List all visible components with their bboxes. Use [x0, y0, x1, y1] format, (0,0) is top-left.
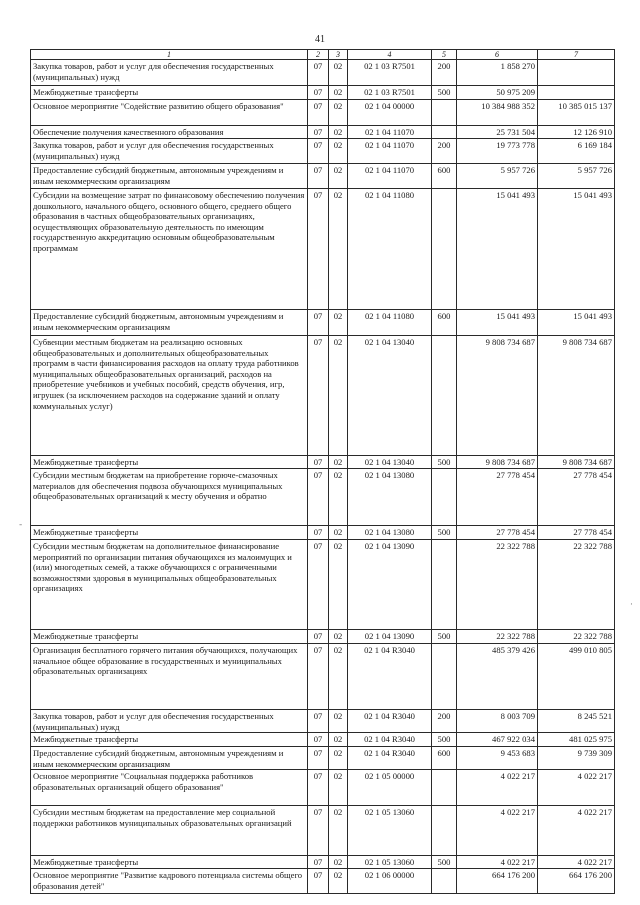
table-row	[31, 60, 615, 86]
row-subsection-code: 02	[329, 126, 348, 139]
table-row	[31, 86, 615, 100]
row-target-article: 02 1 04 13090	[348, 630, 432, 644]
row-target-article: 02 1 04 R3040	[348, 747, 432, 770]
row-target-article: 02 1 03 R7501	[348, 86, 432, 100]
row-target-article: 02 1 04 13040	[348, 336, 432, 456]
table-row	[31, 733, 615, 747]
row-section-code: 07	[308, 630, 329, 644]
row-expense-type	[432, 336, 457, 456]
row-amount-year-1: 1 858 270	[457, 60, 538, 86]
column-header: 2	[308, 50, 329, 60]
table-row	[31, 469, 615, 526]
row-amount-year-1: 467 922 034	[457, 733, 538, 747]
row-section-code: 07	[308, 139, 329, 164]
row-section-code: 07	[308, 60, 329, 86]
row-amount-year-2: 8 245 521	[538, 710, 615, 733]
row-subsection-code: 02	[329, 856, 348, 869]
row-target-article: 02 1 05 00000	[348, 770, 432, 806]
row-target-article: 02 1 04 11080	[348, 189, 432, 310]
row-expense-type: 500	[432, 733, 457, 747]
row-expense-type: 600	[432, 310, 457, 336]
row-amount-year-2	[538, 86, 615, 100]
row-amount-year-2: 22 322 788	[538, 540, 615, 630]
row-subsection-code: 02	[329, 710, 348, 733]
row-target-article: 02 1 05 13060	[348, 806, 432, 856]
row-expense-type: 500	[432, 456, 457, 469]
row-amount-year-2: 10 385 015 137	[538, 100, 615, 126]
row-amount-year-2: 4 022 217	[538, 770, 615, 806]
row-description: Закупка товаров, работ и услуг для обеспечения государственных (муниципальных) нужд	[31, 710, 308, 733]
row-subsection-code: 02	[329, 100, 348, 126]
row-target-article: 02 1 03 R7501	[348, 60, 432, 86]
row-target-article: 02 1 04 13080	[348, 526, 432, 540]
row-amount-year-1: 25 731 504	[457, 126, 538, 139]
row-subsection-code: 02	[329, 630, 348, 644]
table-row	[31, 126, 615, 139]
row-subsection-code: 02	[329, 139, 348, 164]
row-description: Субсидии местным бюджетам на предоставление мер социальной поддержки работников муниципальных образовательных организаций	[31, 806, 308, 856]
row-subsection-code: 02	[329, 540, 348, 630]
row-subsection-code: 02	[329, 336, 348, 456]
row-amount-year-2: 27 778 454	[538, 469, 615, 526]
row-subsection-code: 02	[329, 526, 348, 540]
row-amount-year-1: 27 778 454	[457, 526, 538, 540]
row-description: Межбюджетные трансферты	[31, 526, 308, 540]
row-amount-year-1: 4 022 217	[457, 856, 538, 869]
row-amount-year-2: 5 957 726	[538, 164, 615, 189]
row-section-code: 07	[308, 869, 329, 894]
row-amount-year-2: 9 739 309	[538, 747, 615, 770]
row-expense-type	[432, 126, 457, 139]
row-amount-year-2: 4 022 217	[538, 856, 615, 869]
row-description: Обеспечение получения качественного образования	[31, 126, 308, 139]
row-expense-type	[432, 806, 457, 856]
table-row	[31, 747, 615, 770]
row-section-code: 07	[308, 456, 329, 469]
row-section-code: 07	[308, 856, 329, 869]
row-expense-type: 500	[432, 526, 457, 540]
row-subsection-code: 02	[329, 86, 348, 100]
column-header: 4	[348, 50, 432, 60]
row-target-article: 02 1 04 00000	[348, 100, 432, 126]
table-row	[31, 540, 615, 630]
row-amount-year-2: 15 041 493	[538, 310, 615, 336]
column-header: 3	[329, 50, 348, 60]
row-amount-year-2: 499 010 805	[538, 644, 615, 710]
column-header: 6	[457, 50, 538, 60]
row-target-article: 02 1 04 13040	[348, 456, 432, 469]
row-amount-year-1: 27 778 454	[457, 469, 538, 526]
row-amount-year-2: 22 322 788	[538, 630, 615, 644]
row-section-code: 07	[308, 806, 329, 856]
row-section-code: 07	[308, 747, 329, 770]
row-expense-type: 200	[432, 710, 457, 733]
row-section-code: 07	[308, 526, 329, 540]
row-amount-year-2: 481 025 975	[538, 733, 615, 747]
row-section-code: 07	[308, 310, 329, 336]
row-target-article: 02 1 04 11070	[348, 126, 432, 139]
table-row	[31, 526, 615, 540]
row-target-article: 02 1 05 13060	[348, 856, 432, 869]
row-target-article: 02 1 04 11070	[348, 139, 432, 164]
table-row	[31, 139, 615, 164]
table-row	[31, 310, 615, 336]
row-section-code: 07	[308, 469, 329, 526]
row-amount-year-1: 5 957 726	[457, 164, 538, 189]
row-description: Основное мероприятие "Социальная поддержка работников образовательных организаций общего образования"	[31, 770, 308, 806]
row-expense-type: 500	[432, 630, 457, 644]
row-section-code: 07	[308, 733, 329, 747]
margin-mark: -	[19, 520, 23, 530]
row-expense-type: 600	[432, 747, 457, 770]
row-description: Субвенции местным бюджетам на реализацию основных общеобразовательных и дополнительных общеобразовательных программ в части финансирования расходов на оплату труда работников муниципальных общеобразовательных организаций, расходов на приобретение учебников и учебных пособий, средств обучения, игр, игрушек (за исключением расходов на содержание зданий и оплату коммунальных услуг)	[31, 336, 308, 456]
row-subsection-code: 02	[329, 733, 348, 747]
row-expense-type: 200	[432, 60, 457, 86]
row-expense-type	[432, 189, 457, 310]
table-row	[31, 189, 615, 310]
row-amount-year-1: 10 384 988 352	[457, 100, 538, 126]
row-subsection-code: 02	[329, 747, 348, 770]
row-description: Межбюджетные трансферты	[31, 856, 308, 869]
row-description: Предоставление субсидий бюджетным, автономным учреждениям и иным некоммерческим организациям	[31, 310, 308, 336]
row-target-article: 02 1 04 13090	[348, 540, 432, 630]
row-subsection-code: 02	[329, 869, 348, 894]
table-row	[31, 456, 615, 469]
page-number: 41	[315, 34, 325, 45]
row-amount-year-2	[538, 60, 615, 86]
row-subsection-code: 02	[329, 644, 348, 710]
row-expense-type	[432, 644, 457, 710]
row-section-code: 07	[308, 164, 329, 189]
table-row	[31, 710, 615, 733]
table-header-row	[31, 50, 615, 60]
row-section-code: 07	[308, 100, 329, 126]
row-amount-year-1: 22 322 788	[457, 540, 538, 630]
row-amount-year-1: 15 041 493	[457, 189, 538, 310]
row-subsection-code: 02	[329, 189, 348, 310]
row-description: Межбюджетные трансферты	[31, 456, 308, 469]
row-amount-year-2: 4 022 217	[538, 806, 615, 856]
table-row	[31, 770, 615, 806]
row-description: Основное мероприятие "Развитие кадрового потенциала системы общего образования детей"	[31, 869, 308, 894]
row-section-code: 07	[308, 126, 329, 139]
row-amount-year-2: 27 778 454	[538, 526, 615, 540]
row-section-code: 07	[308, 644, 329, 710]
row-subsection-code: 02	[329, 310, 348, 336]
row-section-code: 07	[308, 189, 329, 310]
row-amount-year-1: 664 176 200	[457, 869, 538, 894]
row-target-article: 02 1 04 R3040	[348, 733, 432, 747]
row-amount-year-1: 9 808 734 687	[457, 336, 538, 456]
budget-table	[30, 49, 615, 894]
row-section-code: 07	[308, 710, 329, 733]
row-expense-type	[432, 100, 457, 126]
table-row	[31, 164, 615, 189]
row-section-code: 07	[308, 86, 329, 100]
row-expense-type: 200	[432, 139, 457, 164]
row-description: Основное мероприятие "Содействие развитию общего образования"	[31, 100, 308, 126]
row-subsection-code: 02	[329, 456, 348, 469]
row-expense-type	[432, 540, 457, 630]
margin-mark: ·	[630, 600, 633, 610]
row-description: Межбюджетные трансферты	[31, 733, 308, 747]
row-expense-type	[432, 770, 457, 806]
row-amount-year-2: 12 126 910	[538, 126, 615, 139]
row-subsection-code: 02	[329, 164, 348, 189]
row-description: Предоставление субсидий бюджетным, автономным учреждениям и иным некоммерческим организациям	[31, 164, 308, 189]
row-description: Субсидии на возмещение затрат по финансовому обеспечению получения дошкольного, начального общего, основного общего, среднего общего образования в частных общеобразовательных организациях, осуществляющих образовательную деятельность по имеющим государственную аккредитацию основным общеобразовательным программам	[31, 189, 308, 310]
row-amount-year-1: 19 773 778	[457, 139, 538, 164]
table-row	[31, 100, 615, 126]
row-expense-type	[432, 869, 457, 894]
row-expense-type	[432, 469, 457, 526]
row-target-article: 02 1 04 11080	[348, 310, 432, 336]
table-row	[31, 336, 615, 456]
column-header: 1	[31, 50, 308, 60]
row-description: Субсидии местным бюджетам на приобретение горюче-смазочных материалов для обеспечения подвоза обучающихся муниципальных общеобразовательных организаций к месту обучения и обратно	[31, 469, 308, 526]
row-amount-year-2: 664 176 200	[538, 869, 615, 894]
row-amount-year-1: 4 022 217	[457, 770, 538, 806]
row-expense-type: 600	[432, 164, 457, 189]
row-expense-type: 500	[432, 86, 457, 100]
row-amount-year-1: 22 322 788	[457, 630, 538, 644]
row-subsection-code: 02	[329, 770, 348, 806]
row-description: Межбюджетные трансферты	[31, 86, 308, 100]
row-subsection-code: 02	[329, 469, 348, 526]
row-subsection-code: 02	[329, 60, 348, 86]
row-amount-year-1: 9 808 734 687	[457, 456, 538, 469]
row-amount-year-1: 8 003 709	[457, 710, 538, 733]
row-description: Закупка товаров, работ и услуг для обеспечения государственных (муниципальных) нужд	[31, 139, 308, 164]
row-amount-year-1: 4 022 217	[457, 806, 538, 856]
row-amount-year-2: 15 041 493	[538, 189, 615, 310]
row-subsection-code: 02	[329, 806, 348, 856]
row-amount-year-1: 50 975 209	[457, 86, 538, 100]
column-header: 5	[432, 50, 457, 60]
column-header: 7	[538, 50, 615, 60]
row-description: Организация бесплатного горячего питания обучающихся, получающих начальное общее образование в государственных и муниципальных образовательных организациях	[31, 644, 308, 710]
table-row	[31, 806, 615, 856]
row-amount-year-2: 6 169 184	[538, 139, 615, 164]
table-row	[31, 856, 615, 869]
table-row	[31, 644, 615, 710]
row-amount-year-2: 9 808 734 687	[538, 456, 615, 469]
row-amount-year-1: 485 379 426	[457, 644, 538, 710]
row-description: Предоставление субсидий бюджетным, автономным учреждениям и иным некоммерческим организациям	[31, 747, 308, 770]
row-description: Межбюджетные трансферты	[31, 630, 308, 644]
row-description: Субсидии местным бюджетам на дополнительное финансирование мероприятий по организации питания обучающихся из малоимущих и (или) многодетных семей, а также обучающихся с ограниченными возможностями здоровья в муниципальных общеобразовательных организациях	[31, 540, 308, 630]
row-amount-year-2: 9 808 734 687	[538, 336, 615, 456]
row-target-article: 02 1 06 00000	[348, 869, 432, 894]
table-row	[31, 869, 615, 894]
row-section-code: 07	[308, 336, 329, 456]
row-target-article: 02 1 04 R3040	[348, 644, 432, 710]
row-target-article: 02 1 04 11070	[348, 164, 432, 189]
row-section-code: 07	[308, 770, 329, 806]
table-row	[31, 630, 615, 644]
row-amount-year-1: 9 453 683	[457, 747, 538, 770]
row-expense-type: 500	[432, 856, 457, 869]
row-target-article: 02 1 04 13080	[348, 469, 432, 526]
row-description: Закупка товаров, работ и услуг для обеспечения государственных (муниципальных) нужд	[31, 60, 308, 86]
row-target-article: 02 1 04 R3040	[348, 710, 432, 733]
row-section-code: 07	[308, 540, 329, 630]
row-amount-year-1: 15 041 493	[457, 310, 538, 336]
